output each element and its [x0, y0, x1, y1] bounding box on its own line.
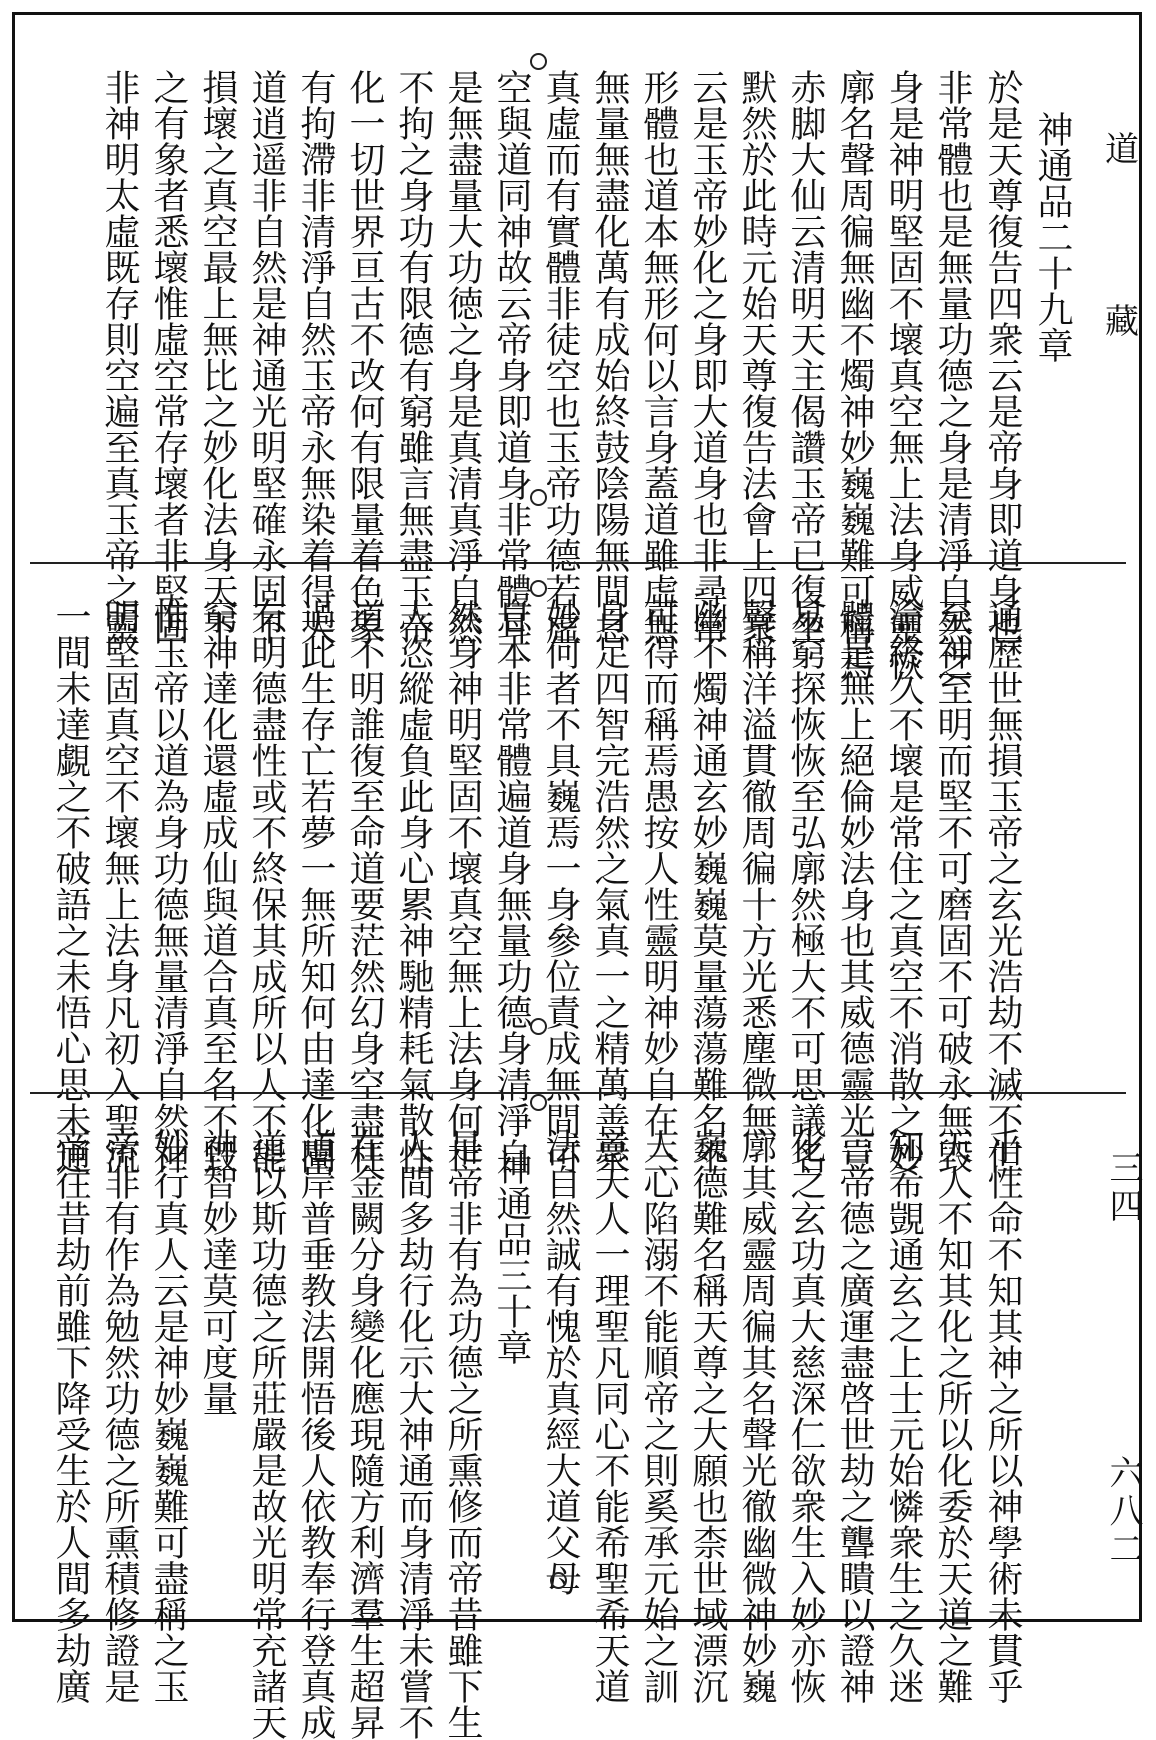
- text-column: 非常體也是無量功德之身是清淨自然之: [932, 69, 973, 681]
- text-column: 天人不知其化之所以化委於天道之難: [932, 1128, 973, 1704]
- text-column: 默然於此時元始天尊復告法會上四衆: [736, 69, 777, 645]
- text-column: 窮神達化還虛成仙與道合真至名不毀: [197, 598, 238, 1174]
- text-column: 過此生存亡若夢一無所知何由達化闡: [295, 598, 336, 1174]
- text-column: 人恣縱虛負此身心累神馳精耗氣散性: [393, 598, 434, 1174]
- paragraph-mark: [530, 1018, 547, 1035]
- text-column: 廓名聲周徧無幽不燭神妙巍巍難可稱焉: [834, 69, 875, 681]
- text-column: 帝往昔劫前雖下降受生於人間多劫廣: [50, 1128, 91, 1704]
- text-column: 損壞之真空最上無比之妙化法身天下: [197, 69, 238, 645]
- text-column: 有明德盡性或不終保其成所以人不能: [246, 598, 287, 1174]
- text-column: 聲稱洋溢貫徹周徧十方光悉塵微無: [736, 598, 777, 1138]
- text-column: 法自然誠有愧於真經大道父母: [540, 1128, 581, 1596]
- page-number: 六八二: [1103, 1455, 1143, 1569]
- text-column: 於是天尊復告四衆云是帝身即道身也: [982, 69, 1023, 645]
- page-border: [12, 12, 1143, 1740]
- text-column: 乎性命不知其神之所以神學術未貫乎: [982, 1128, 1023, 1704]
- text-column: 帝非有作為勉然功德之所熏積修證是: [99, 1128, 140, 1704]
- text-column: 言帝德之廣運盡啓世劫之聾瞶以證神: [834, 1128, 875, 1704]
- text-column: 空與道同神故云帝身即道身非常體耳: [491, 69, 532, 645]
- text-column: 身足四智完浩然之氣真一之精萬善衆: [589, 598, 630, 1174]
- text-column: 道岸普垂教法開悟後人依教奉行登真成: [295, 1128, 336, 1740]
- text-column: 赤脚大仙云清明天主偈讚玉帝已復坐: [785, 69, 826, 645]
- chapter-title: 神通品二十九章: [1032, 111, 1073, 363]
- text-column: 然身神明堅固不壞真空無上法身何世: [442, 598, 483, 1174]
- text-column: 道不明誰復至命道要茫然幻身空盡枉: [344, 598, 385, 1174]
- text-column: 人間多劫行化示大神通而身清淨未嘗不: [393, 1128, 434, 1740]
- text-column: 幽不燭神通玄妙巍巍莫量蕩蕩難名不: [687, 598, 728, 1174]
- text-column: 之有象者悉壞惟虛空常存壞者非堅固: [148, 69, 189, 645]
- text-column: 是帝非有為功德之所熏修而帝昔雖下生: [442, 1128, 483, 1740]
- paragraph-mark: [530, 489, 547, 506]
- text-column: 無量無盡化萬有成始終鼓陰陽無間息: [589, 69, 630, 645]
- text-column: 通歷世無損玉帝之玄光浩劫不滅不但: [982, 598, 1023, 1174]
- text-column: 有拘滯非清淨自然玉帝永無染着得大: [295, 69, 336, 645]
- text-column: 真虛而有實體非徒空也玉帝功德若虛: [540, 69, 581, 645]
- text-column: 妙何者不具巍焉一身參位責成無間可: [540, 598, 581, 1174]
- text-column: 神智妙達莫可度量: [197, 1128, 238, 1416]
- text-panel-1: [30, 35, 1126, 681]
- text-column: 身是神明堅固不壞真空無上法身威靈恢: [883, 69, 924, 681]
- paragraph-mark: [530, 1094, 547, 1111]
- margin-label: 藏: [1105, 302, 1139, 342]
- text-column: 在金闕分身變化應現隨方利濟羣生超昇: [344, 1128, 385, 1740]
- volume-number: 三四: [1103, 1150, 1143, 1226]
- text-column: 知希覬通玄之上士元始憐衆生之久迷: [883, 1128, 924, 1704]
- text-column: 可得而稱焉愚按人性靈明神妙自在三: [638, 598, 679, 1174]
- text-column: 至神至明而堅不可磨固不可破永無毀: [932, 598, 973, 1174]
- text-column: 道逍遥非自然是神通光明堅確永固不: [246, 69, 287, 645]
- text-column: 妙行真人云是神妙巍巍難可盡稱之玉: [148, 1128, 189, 1704]
- paragraph-mark: [550, 1572, 567, 1589]
- paragraph-mark: [530, 580, 547, 597]
- text-panel-3: [30, 1092, 1126, 1740]
- text-column: 意天人一理聖凡同心不能希聖希天道: [589, 1128, 630, 1704]
- text-panel-2: [30, 562, 1126, 1174]
- text-column: 息本非常體遍道身無量功德身清淨自: [491, 598, 532, 1174]
- text-column: 巍德難名稱天尊之大願也柰世域漂沉: [687, 1128, 728, 1704]
- text-column: 廓其威靈周徧其名聲光徹幽微神妙巍: [736, 1128, 777, 1704]
- paragraph-mark: [530, 53, 547, 70]
- text-column: 體是無上絕倫妙法身也其威德靈光豈: [834, 598, 875, 1174]
- text-column: 明堅固真空不壞無上法身凡初入聖流: [99, 598, 140, 1174]
- chapter-title: 神通品三十章: [491, 1149, 532, 1365]
- text-column: 道以斯功德之所莊嚴是故光明常充諸天: [246, 1128, 287, 1740]
- text-column: 是無盡量大功徳之身是真清真淨自然: [442, 69, 483, 645]
- text-column: 人心陷溺不能順帝之則奚承元始之訓: [638, 1128, 679, 1704]
- text-column: 云是玉帝妙化之身即大道身也非尋常: [687, 69, 728, 645]
- text-column: 易窮探恢恢至弘廓然極大不可思議名: [785, 598, 826, 1174]
- text-column: 淪終久不壞是常住之真空不消散之妙: [883, 598, 924, 1174]
- text-column: 化一切世界亘古不改何有限量着色象: [344, 69, 385, 645]
- margin-label: 道: [1105, 130, 1139, 170]
- text-column: 非神明太虛既存則空遍至真玉帝之靈: [99, 69, 140, 645]
- text-column: 一間未達覷之不破語之未悟心思未通: [50, 598, 91, 1174]
- text-column: 形體也道本無形何以言身蓋道雖虛無: [638, 69, 679, 645]
- text-column: 惟玉帝以道為身功德無量清淨自然神: [148, 598, 189, 1174]
- text-column: 不拘之身功有限德有窮雖言無盡玉帝: [393, 69, 434, 645]
- text-column: 化之玄功真大慈深仁欲衆生入妙亦恢: [785, 1128, 826, 1704]
